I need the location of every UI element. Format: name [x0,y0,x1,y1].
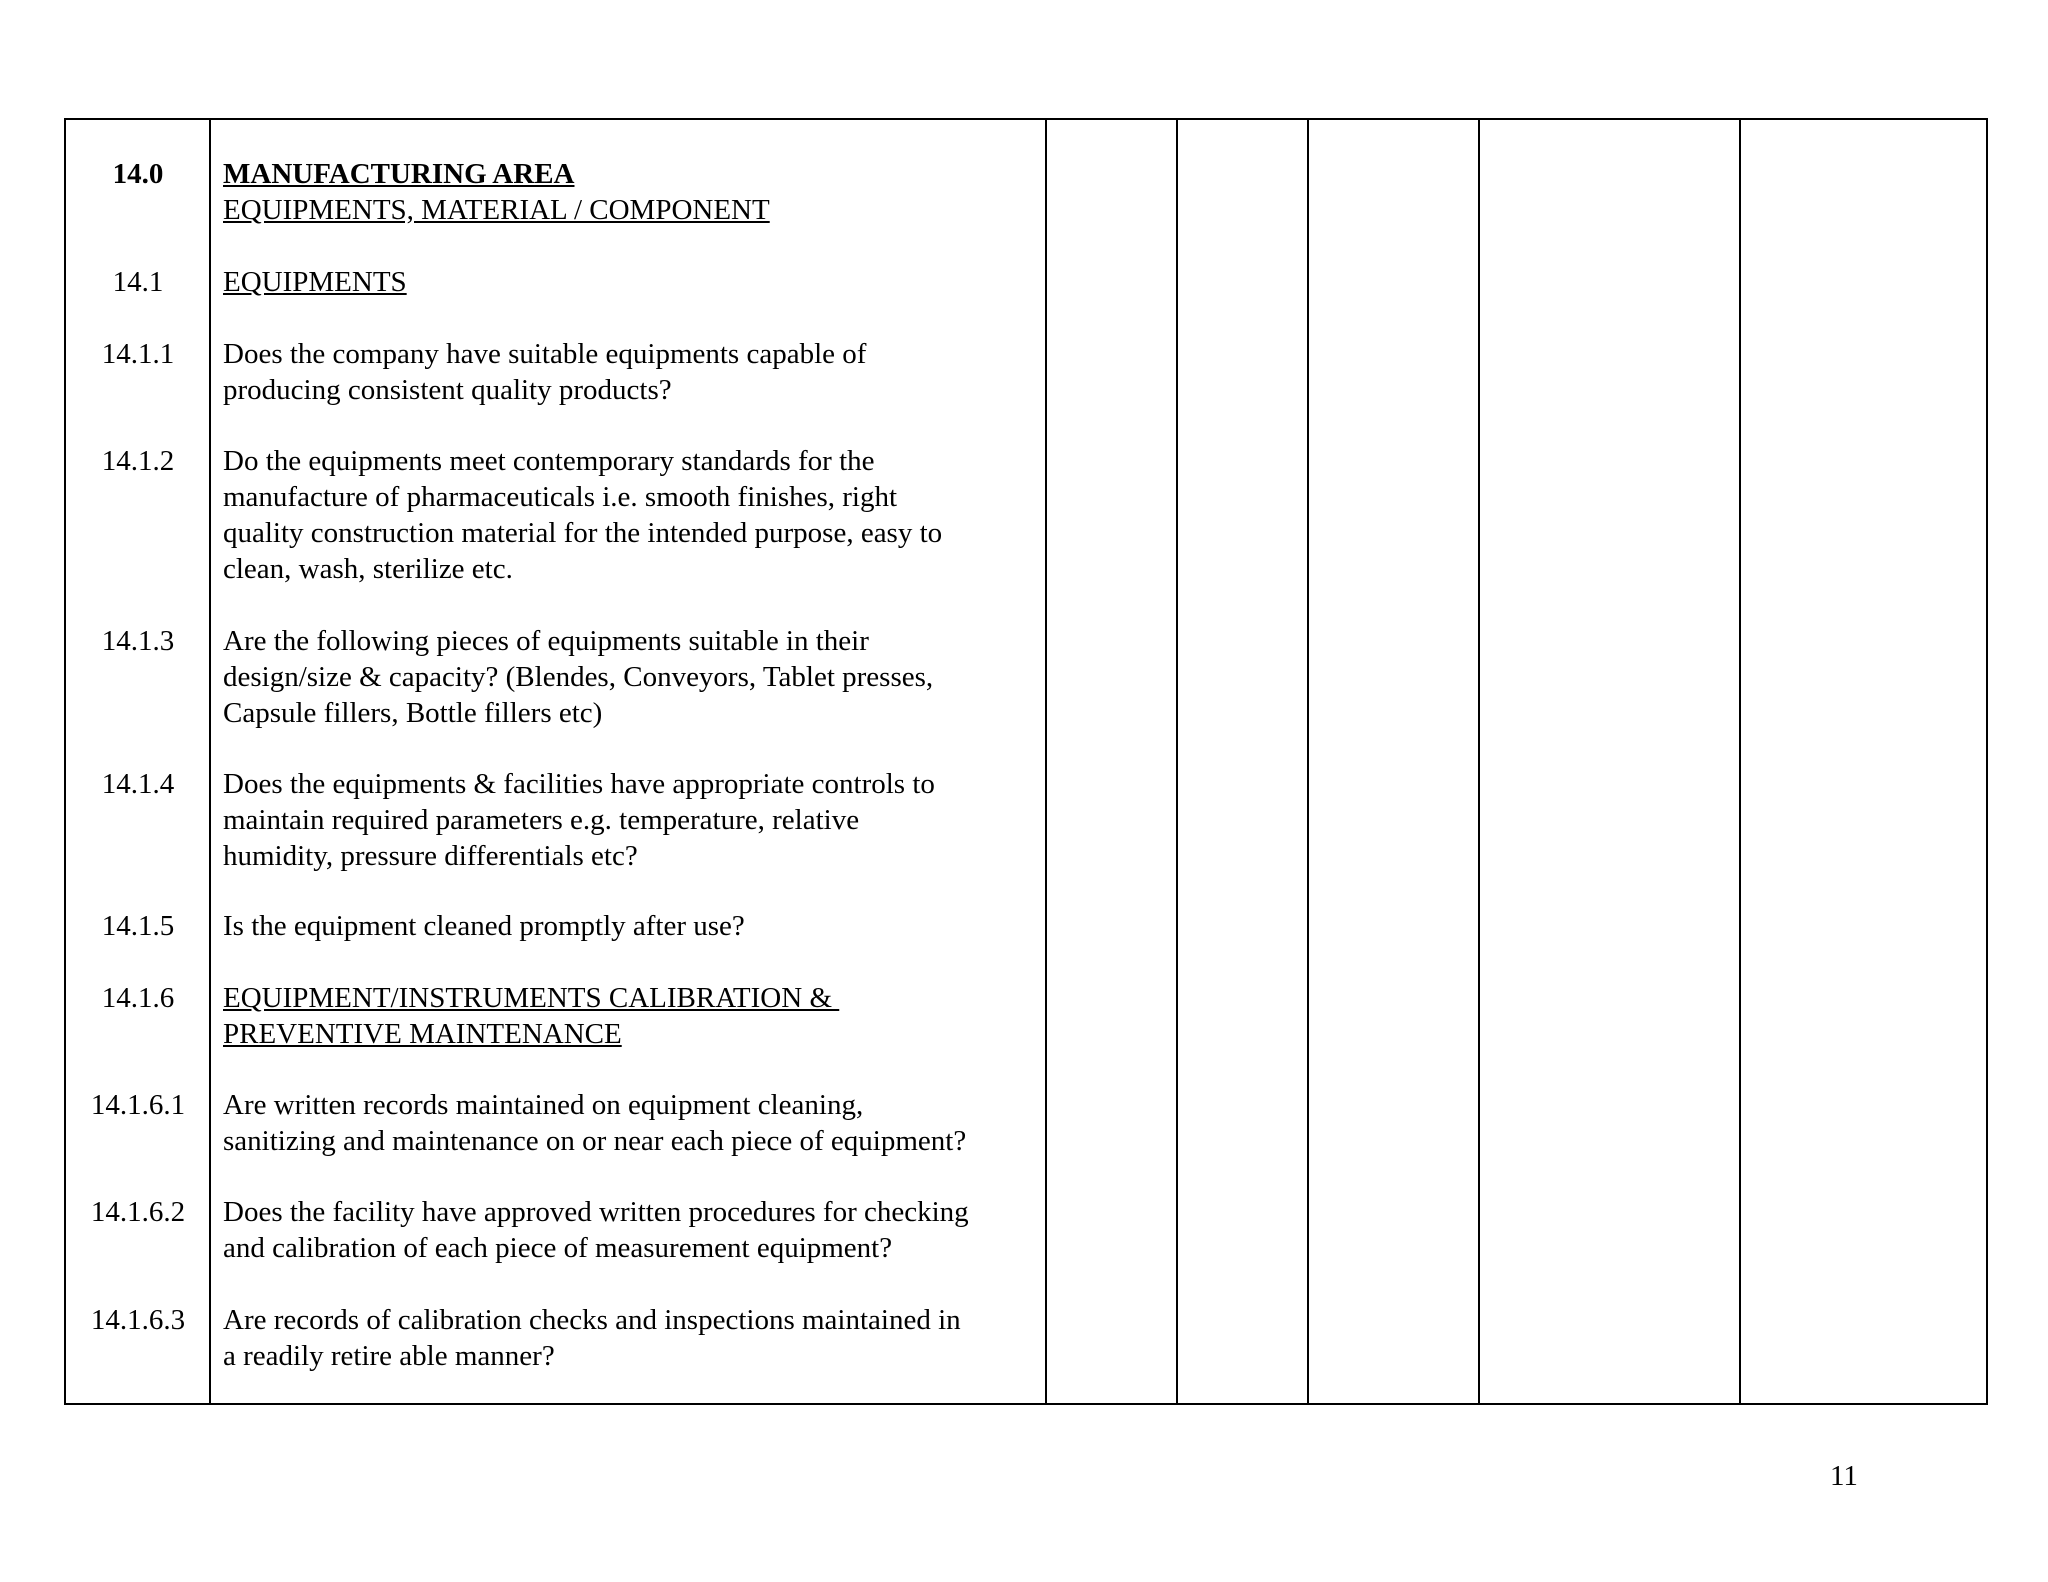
subsection-heading: EQUIPMENTS [223,266,407,298]
subsection-heading: PREVENTIVE MAINTENANCE [223,1018,622,1050]
text-line: quality construction material for the intended purpose, easy to [223,517,943,549]
item-text [223,156,1043,228]
checklist-table [64,118,1988,1405]
item-text [223,623,1043,731]
text-line: clean, wash, sterilize etc. [223,553,513,585]
item-number: 14.1.6.1 [90,1089,186,1121]
text-line: Capsule fillers, Bottle fillers etc) [223,697,603,729]
text-line: Are the following pieces of equipments suitable in their [223,625,869,657]
item-number: 14.1.4 [101,768,175,800]
item-text [223,264,1043,300]
text-line: Does the equipments & facilities have appropriate controls to [223,768,935,800]
checklist-body [66,120,1986,1403]
text-line: maintain required parameters e.g. temperature, relative [223,804,860,836]
text-line: Does the company have suitable equipments capable of [223,338,867,370]
item-number: 14.1.2 [101,445,175,477]
text-line: Does the facility have approved written procedures for checking [223,1196,969,1228]
text-line: manufacture of pharmaceuticals i.e. smooth finishes, right [223,481,898,513]
text-line: a readily retire able manner? [223,1340,555,1372]
text-line: Are written records maintained on equipment cleaning, [223,1089,864,1121]
item-text [223,443,1043,587]
text-line: producing consistent quality products? [223,374,672,406]
text-line: Is the equipment cleaned promptly after use? [223,910,745,942]
item-text [223,980,1043,1052]
item-number: 14.0 [112,158,164,190]
item-number: 14.1 [112,266,164,298]
item-number: 14.1.6.2 [90,1196,186,1228]
item-number: 14.1.1 [101,338,175,370]
text-line: humidity, pressure differentials etc? [223,840,638,872]
subsection-heading: EQUIPMENT/INSTRUMENTS CALIBRATION & [223,982,840,1014]
item-text [223,1302,1043,1374]
text-line: sanitizing and maintenance on or near each piece of equipment? [223,1125,967,1157]
text-line: and calibration of each piece of measurement equipment? [223,1232,893,1264]
item-number: 14.1.5 [101,910,175,942]
item-text [223,1194,1043,1266]
text-line: Do the equipments meet contemporary standards for the [223,445,875,477]
item-text [223,336,1043,408]
item-number: 14.1.6 [101,982,175,1014]
item-number: 14.1.6.3 [90,1304,186,1336]
item-text [223,766,1043,874]
section-heading: MANUFACTURING AREA [223,158,575,190]
item-number: 14.1.3 [101,625,175,657]
section-subheading: EQUIPMENTS, MATERIAL / COMPONENT [223,194,770,226]
item-text [223,908,1043,944]
item-text [223,1087,1043,1159]
page-number: 11 [1830,1460,1858,1492]
text-line: Are records of calibration checks and inspections maintained in [223,1304,961,1336]
text-line: design/size & capacity? (Blendes, Conveyors, Tablet presses, [223,661,934,693]
